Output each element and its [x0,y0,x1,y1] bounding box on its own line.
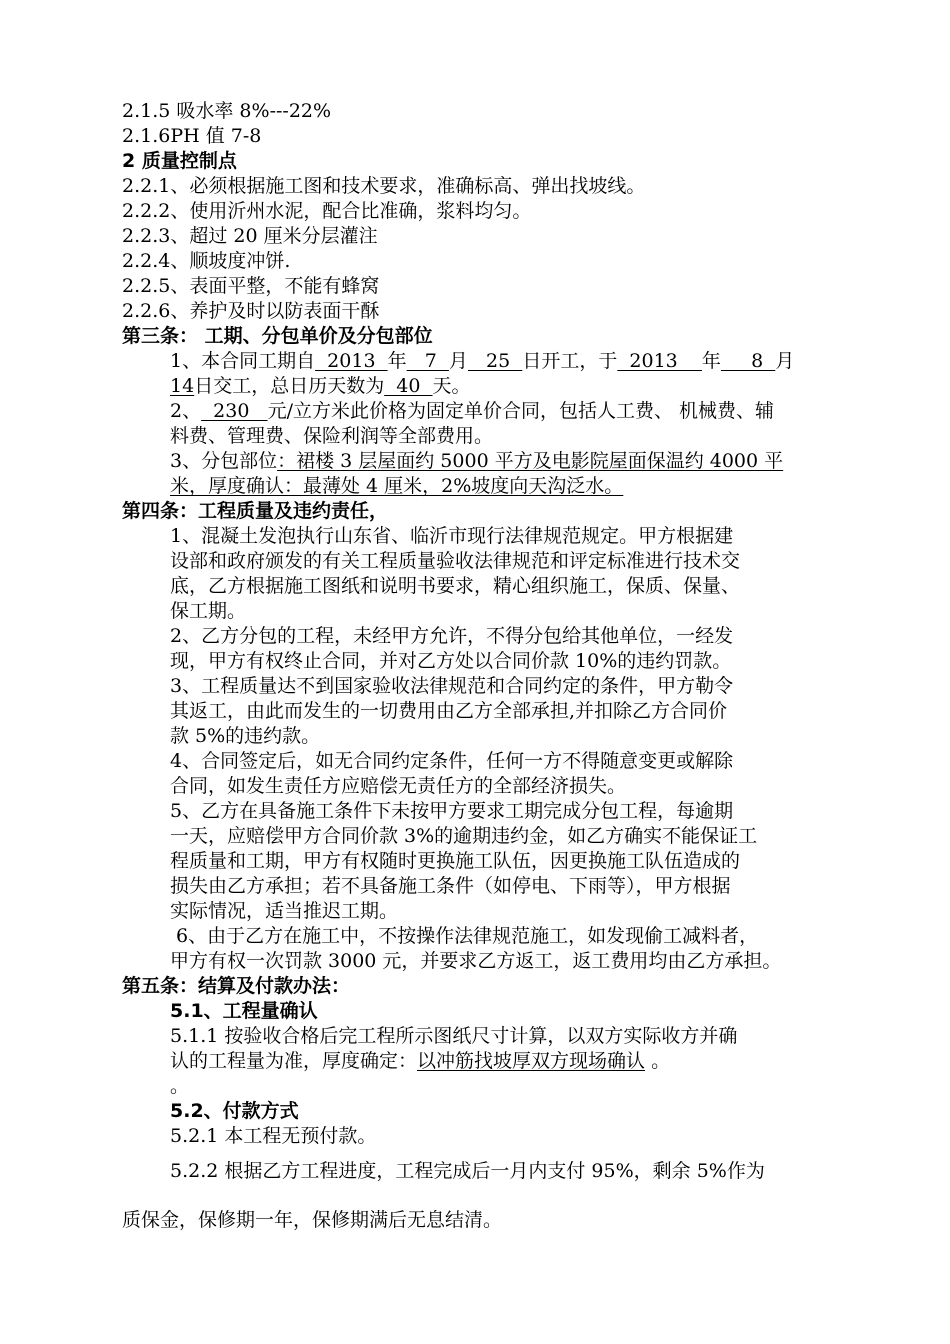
spec-line: 2.2.2、使用沂州水泥，配合比准确，浆料均匀。 [122,200,532,222]
article-4-line: 实际情况，适当推迟工期。 [170,900,399,922]
article-4-heading: 第四条：工程质量及违约责任， [122,500,389,522]
article-4-line: 4、合同签定后，如无合同约定条件，任何一方不得随意变更或解除 [170,750,734,772]
subsection-heading: 5.2、付款方式 [170,1100,299,1122]
article-4-line: 底，乙方根据施工图纸和说明书要求，精心组织施工，保质、保量、 [170,575,741,597]
article-5-line: 。 [170,1075,190,1097]
article-4-line: 损失由乙方承担；若不具备施工条件（如停电、下雨等），甲方根据 [170,875,731,897]
article-4-line: 甲方有权一次罚款 3000 元，并要求乙方返工，返工费用均由乙方承担。 [170,950,782,972]
article-5-line: 5.2.2 根据乙方工程进度，工程完成后一月内支付 95%，剩余 5%作为 [170,1160,765,1182]
article-3-heading: 第三条： 工期、分包单价及分包部位 [122,325,433,347]
article-4-line: 合同，如发生责任方应赔偿无责任方的全部经济损失。 [170,775,627,797]
spec-line: 2.2.4、顺坡度冲饼. [122,250,291,272]
article-4-line: 5、乙方在具备施工条件下未按甲方要求工期完成分包工程，每逾期 [170,800,734,822]
article-4-line: 2、乙方分包的工程，未经甲方允许，不得分包给其他单位，一经发 [170,625,734,647]
article-4-line: 设部和政府颁发的有关工程质量验收法律规范和评定标准进行技术交 [170,550,741,572]
article-4-line: 一天，应赔偿甲方合同价款 3%的逾期违约金，如乙方确实不能保证工 [170,825,758,847]
article-5-line: 5.2.1 本工程无预付款。 [170,1125,377,1147]
article-5-line: 5.1.1 按验收合格后完工程所示图纸尺寸计算，以双方实际收方并确 [170,1025,738,1047]
article-4-line: 其返工，由此而发生的一切费用由乙方全部承担,并扣除乙方合同价 [170,700,728,722]
article-4-line: 6、由于乙方在施工中，不按操作法律规范施工，如发现偷工减料者， [170,925,759,947]
article-3-clause-3: 3、分包部位：裙楼 3 层屋面约 5000 平方及电影院屋面保温约 4000 平 [170,450,784,472]
spec-line: 2.1.5 吸水率 8%---22% [122,100,332,122]
article-3-clause-2-cont: 料费、管理费、保险利润等全部费用。 [170,425,494,447]
spec-line: 2.2.1、必须根据施工图和技术要求，准确标高、弹出找坡线。 [122,175,646,197]
subsection-heading: 5.1、工程量确认 [170,1000,318,1022]
article-4-line: 保工期。 [170,600,247,622]
article-4-line: 程质量和工期，甲方有权随时更换施工队伍，因更换施工队伍造成的 [170,850,741,872]
article-3-clause-2: 2、 230 元/立方米此价格为固定单价合同，包括人工费、 机械费、辅 [170,400,775,422]
article-4-line: 款 5%的违约款。 [170,725,321,747]
spec-line: 2.2.5、表面平整，不能有蜂窝 [122,275,380,297]
article-3-clause-1-cont: 14日交工，总日历天数为 40 天。 [170,375,471,397]
article-5-line: 认的工程量为准，厚度确定：以冲筋找坡厚双方现场确认 。 [170,1050,671,1072]
article-4-line: 现，甲方有权终止合同，并对乙方处以合同价款 10%的违约罚款。 [170,650,732,672]
article-4-line: 3、工程质量达不到国家验收法律规范和合同约定的条件，甲方勒令 [170,675,734,697]
article-3-clause-1: 1、本合同工期自 2013 年 7 月 25 日开工，于 2013 年 8 月 [170,350,795,372]
article-5-heading: 第五条：结算及付款办法： [122,975,351,997]
article-5-line: 质保金，保修期一年，保修期满后无息结清。 [122,1209,503,1231]
spec-line: 2.2.6、养护及时以防表面干酥 [122,300,380,322]
spec-line: 2.2.3、超过 20 厘米分层灌注 [122,225,378,247]
section-heading: 2 质量控制点 [122,150,237,172]
article-4-line: 1、混凝土发泡执行山东省、临沂市现行法律规范规定。甲方根据建 [170,525,734,547]
article-3-clause-3-cont: 米，厚度确认：最薄处 4 厘米，2%坡度向天沟泛水。 [170,475,624,497]
spec-line: 2.1.6PH 值 7-8 [122,125,262,147]
